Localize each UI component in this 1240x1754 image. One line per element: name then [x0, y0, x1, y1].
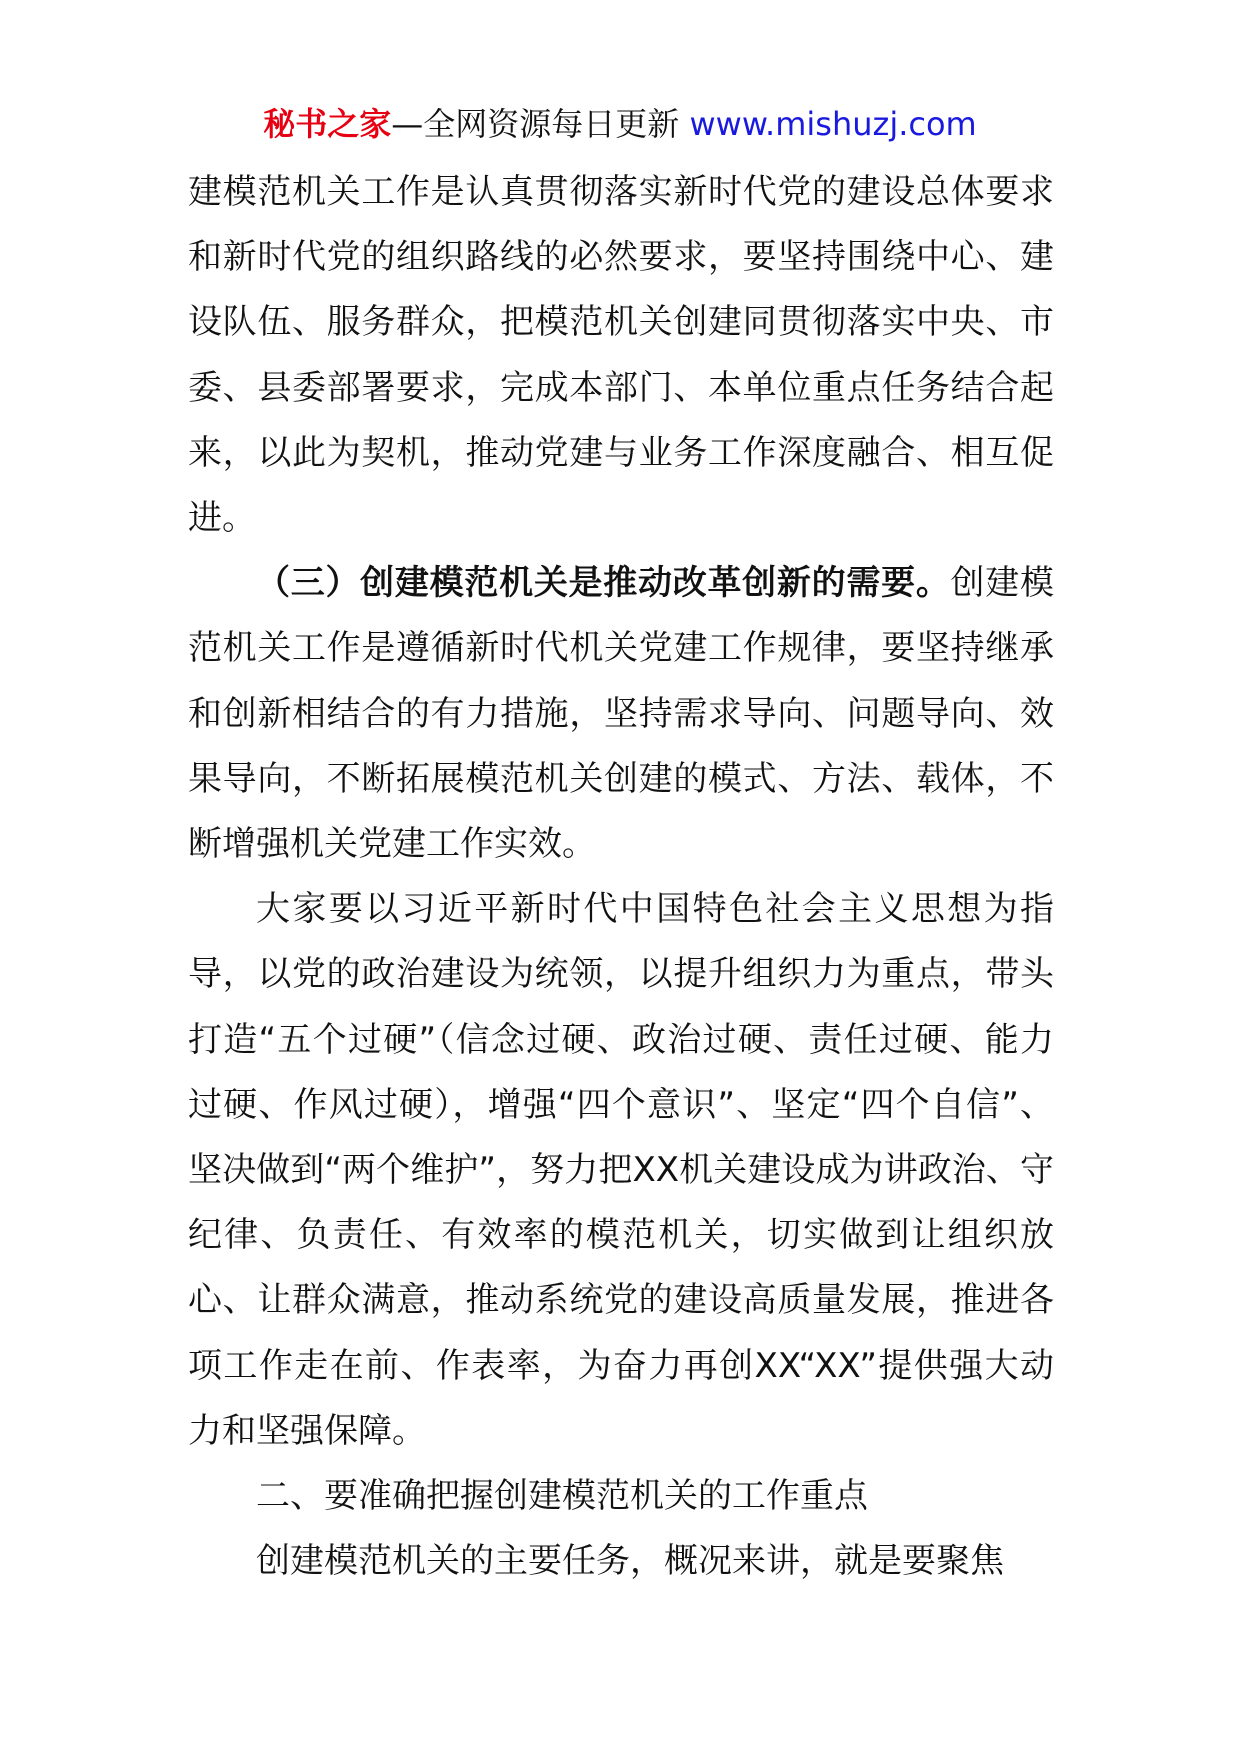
document-body [188, 160, 1054, 1594]
page-header [0, 100, 1240, 148]
paragraph-section-three [188, 551, 1054, 877]
brand-name: 秘书之家 [263, 105, 392, 143]
paragraph-continuation: 建模范机关工作是认真贯彻落实新时代党的建设总体要求和新时代党的组织路线的必然要求，要坚持围绕中心、建设队伍、服务群众，把模范机关创建同贯彻落实中央、市委、县委部署要求，完成本部门、本单位重点任务结合起来，以此为契机，推动党建与业务工作深度融合、相互促进。 [188, 172, 1054, 539]
paragraph-main-tasks: 创建模范机关的主要任务，概况来讲，就是要聚焦 [256, 1541, 1004, 1582]
header-tagline: —全网资源每日更新 [391, 105, 690, 143]
section-three-heading: （三）创建模范机关是推动改革创新的需要。 [256, 563, 951, 604]
section-three-body: 创建模范机关工作是遵循新时代机关党建工作规律，要坚持继承和创新相结合的有力措施，坚持需求导向、问题导向、效果导向，不断拓展模范机关创建的模式、方法、载体，不断增强机关党建工作实效。 [188, 563, 1055, 865]
website-link[interactable]: www.mishuzj.com [689, 105, 977, 143]
paragraph-guidance: 大家要以习近平新时代中国特色社会主义思想为指导，以党的政治建设为统领，以提升组织力为重点，带头打造“五个过硬”（信念过硬、政治过硬、责任过硬、能力过硬、作风过硬），增强“四个意识”、坚定“四个自信”、坚决做到“两个维护”，努力把XX机关建设成为讲政治、守纪律、负责任、有效率的模范机关，切实做到让组织放心、让群众满意，推动系统党的建设高质量发展，推进各项工作走在前、作表率，为奋力再创XX“XX”提供强大动力和坚强保障。 [188, 889, 1054, 1451]
section-two-heading: 二、要准确把握创建模范机关的工作重点 [256, 1476, 868, 1517]
